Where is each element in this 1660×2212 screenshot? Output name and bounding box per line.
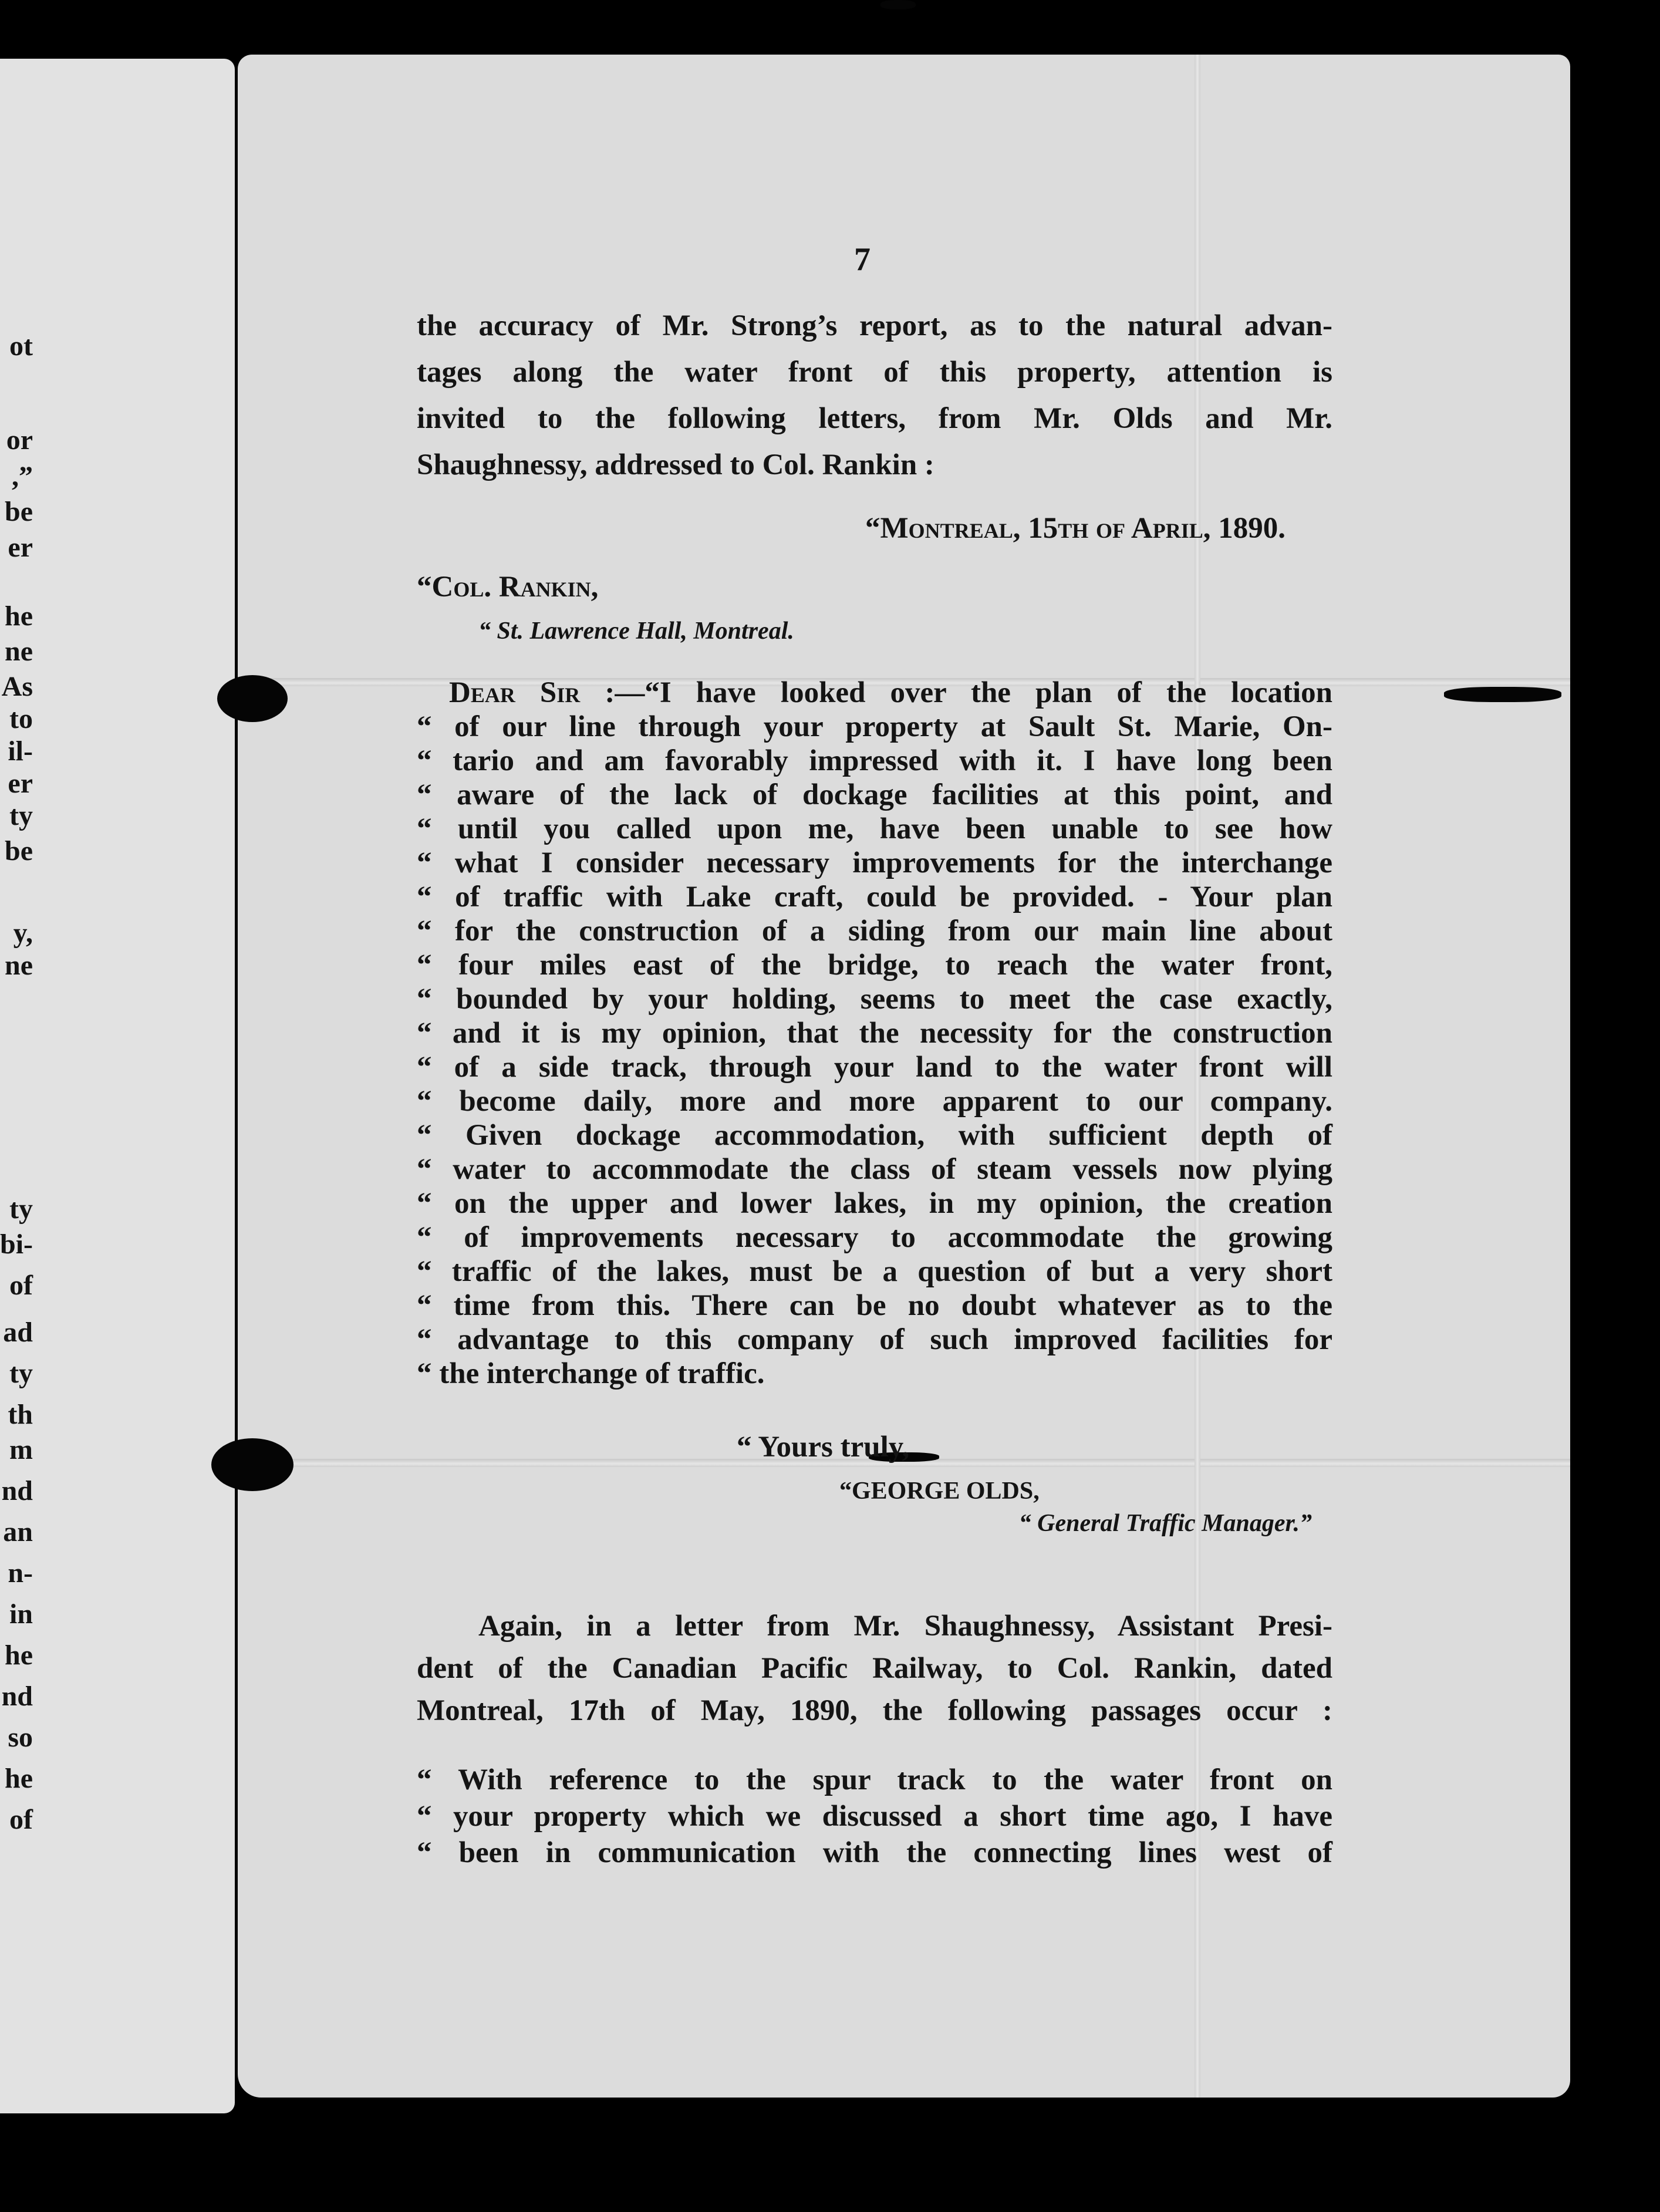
letter-body-line: “ what I consider necessary improvements for the interchange [417, 847, 1332, 879]
letter-body-line: “ water to accommodate the class of steam vessels now plying [417, 1153, 1332, 1186]
ink-blot [880, 0, 916, 9]
adjacent-page-fragment: ot [9, 331, 33, 362]
letter-salutation: Dear Sir :— [449, 676, 645, 709]
adjacent-page-fragment: he [5, 1640, 33, 1671]
letter-body-line: “ tario and am favorably impressed with it. I have long been [417, 744, 1332, 777]
letter-body-line: “ advantage to this company of such improved facilities for [417, 1323, 1332, 1356]
adjacent-page-fragment: As [1, 671, 33, 702]
letter-body-line: “ aware of the lack of dockage facilities at this point, and [417, 778, 1332, 811]
adjacent-page-fragment: in [9, 1599, 33, 1630]
adjacent-page-fragment: n- [8, 1557, 33, 1589]
adjacent-page-fragment: ad [3, 1317, 33, 1348]
adjacent-page-edge [0, 59, 235, 2113]
adjacent-page-fragment: er [8, 532, 33, 563]
letter-body-line: “ and it is my opinion, that the necessity for the construction [417, 1017, 1332, 1050]
adjacent-page-fragment: er [8, 768, 33, 799]
letter-closing: “ Yours truly, [737, 1431, 910, 1464]
letter-body-line: “ become daily, more and more apparent to our company. [417, 1085, 1332, 1118]
adjacent-page-fragment: ty [9, 1358, 33, 1389]
adjacent-page-fragment: ty [9, 800, 33, 831]
letter-body-line: “ until you called upon me, have been unable to see how [417, 812, 1332, 845]
adjacent-page-fragment: he [5, 601, 33, 632]
adjacent-page-fragment: il- [8, 736, 33, 767]
letter-body-line: “ for the construction of a siding from our main line about [417, 915, 1332, 947]
adjacent-page-fragment: he [5, 1763, 33, 1794]
adjacent-page-fragment: y, [13, 918, 33, 949]
letter-body-line: “ Given dockage accommodation, with sufficient depth of [417, 1119, 1332, 1152]
adjacent-page-fragment: so [8, 1722, 33, 1753]
adjacent-page-fragment: ne [5, 636, 33, 667]
text-line: Montreal, 17th of May, 1890, the following passages occur : [417, 1694, 1332, 1727]
text-line: Again, in a letter from Mr. Shaughnessy, Assistant Presi- [478, 1610, 1332, 1643]
letter-body-line: “ of improvements necessary to accommodate the growing [417, 1221, 1332, 1254]
letter-body-line: “ time from this. There can be no doubt whatever as to the [417, 1289, 1332, 1322]
adjacent-page-fragment: bi- [0, 1229, 33, 1260]
text-line: “ your property which we discussed a short time ago, I have [417, 1800, 1332, 1833]
adjacent-page-fragment: nd [1, 1475, 33, 1506]
adjacent-page-fragment: nd [1, 1681, 33, 1712]
letter-body-line: “ bounded by your holding, seems to meet the case exactly, [417, 983, 1332, 1016]
letter-body-line: “ of our line through your property at Sault St. Marie, On- [417, 710, 1332, 743]
letter-addressee: “Col. Rankin, [417, 571, 599, 603]
adjacent-page-fragment: or [6, 424, 33, 456]
adjacent-page-fragment: th [8, 1399, 33, 1430]
text-line: the accuracy of Mr. Strong’s report, as to the natural advan- [417, 309, 1332, 342]
text-line: tages along the water front of this property, attention is [417, 356, 1332, 389]
ink-blot [217, 675, 288, 722]
adjacent-page-fragment: be [5, 835, 33, 866]
text-line: dent of the Canadian Pacific Railway, to Col. Rankin, dated [417, 1652, 1332, 1685]
letter-body-line: “ four miles east of the bridge, to reach the water front, [417, 949, 1332, 982]
adjacent-page-fragment: ,” [12, 461, 33, 492]
letter-body-line: “ the interchange of traffic. [417, 1357, 765, 1390]
letter-dateline: “Montreal, 15th of April, 1890. [865, 512, 1286, 545]
text-line: invited to the following letters, from Mr. Olds and Mr. [417, 402, 1332, 435]
ink-blot [211, 1438, 293, 1491]
text-line: “ been in communication with the connecting lines west of [417, 1836, 1332, 1869]
ink-blot [1444, 687, 1561, 702]
letter-first-line [417, 675, 1332, 710]
text-line: “ With reference to the spur track to the water front on [417, 1763, 1332, 1796]
text-line: Shaughnessy, addressed to Col. Rankin : [417, 449, 934, 481]
adjacent-page-fragment: an [3, 1516, 33, 1547]
letter-body-line: “ of traffic with Lake craft, could be provided. - Your plan [417, 881, 1332, 913]
adjacent-page-text-fragments [0, 59, 235, 2113]
adjacent-page-fragment: m [9, 1434, 33, 1465]
letter-body-line: “ of a side track, through your land to the water front will [417, 1051, 1332, 1084]
letter-signer-title: “ General Traffic Manager.” [1018, 1510, 1312, 1537]
adjacent-page-fragment: ne [5, 950, 33, 981]
letter-body-line: “ on the upper and lower lakes, in my opinion, the creation [417, 1187, 1332, 1220]
adjacent-page-fragment: of [9, 1804, 33, 1835]
adjacent-page-fragment: to [9, 703, 33, 734]
adjacent-page-fragment: of [9, 1270, 33, 1301]
page-number: 7 [854, 241, 871, 278]
letter-address: “ St. Lawrence Hall, Montreal. [478, 618, 794, 645]
letter-body-first: “I have looked over the plan of the location [645, 676, 1332, 709]
letter-body-line: “ traffic of the lakes, must be a question of but a very short [417, 1255, 1332, 1288]
letter-signature: “GEORGE OLDS, [839, 1478, 1040, 1505]
adjacent-page-fragment: ty [9, 1193, 33, 1225]
adjacent-page-fragment: be [5, 496, 33, 527]
